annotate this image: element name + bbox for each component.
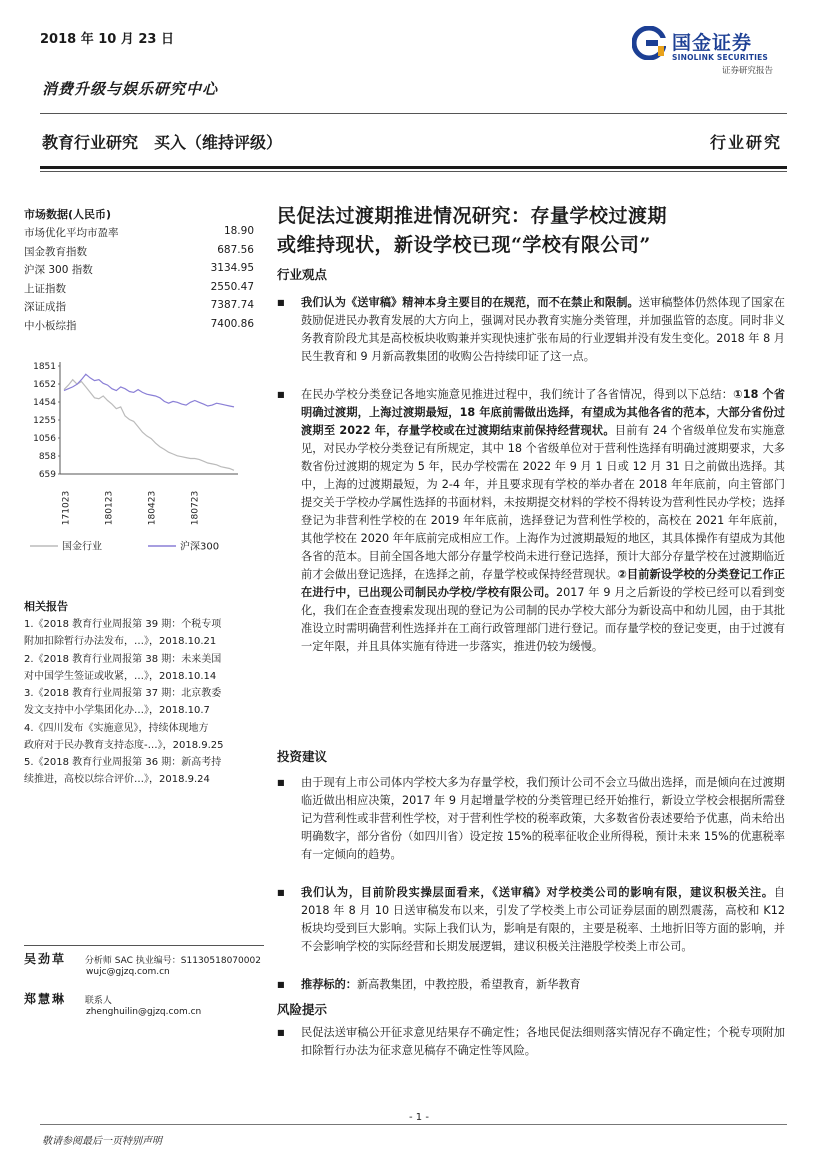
- p3-text: 由于现有上市公司体内学校大多为存量学校，我们预计公司不会立马做出选择，而是倾向在过渡期临近做出相应决策，2017 年 9 月起增量学校的分类管理已经开始推行，新设立学校会根据所需登记为营利性或非营利性学校，对于营利性学校的税率政策，大多数省份表述要给予优惠，尚未给出明确数字，部分省份（如四川省）设定按 15%的税率征收企业所得税，预计未来 15%的优惠税率有一定倾向的趋势。: [301, 776, 785, 861]
- market-label: 深证成指: [24, 301, 66, 313]
- related-report-line2: 政府对于民办教育支持态度-…》，2018.9.25: [24, 739, 224, 751]
- y-tick-label: 659: [38, 470, 56, 480]
- market-value: 3134.95: [210, 262, 254, 274]
- market-value: 7387.74: [210, 299, 254, 311]
- p4-bold: 我们认为，目前阶段实操层面看来，《送审稿》对学校类公司的影响有限，建议积极关注。: [301, 886, 774, 899]
- invest-paragraph-1: [277, 774, 785, 864]
- bullet-icon: ■: [277, 888, 285, 897]
- analyst-name: 吴劲草: [24, 952, 67, 966]
- related-report-item[interactable]: [24, 754, 272, 788]
- analyst-email[interactable]: wujc@gjzq.com.cn: [86, 967, 170, 977]
- y-tick-label: 1255: [33, 416, 56, 426]
- market-row: [24, 262, 254, 277]
- y-tick-label: 1056: [33, 434, 56, 444]
- report-title-line1: 民促法过渡期推进情况研究：存量学校过渡期: [277, 205, 668, 227]
- p2-intro: 在民办学校分类登记各地实施意见推进过程中，我们统计了各省情况，得到以下总结：: [301, 388, 734, 401]
- research-center: 消费升级与娱乐研究中心: [42, 80, 219, 98]
- market-row: [24, 318, 254, 333]
- disclaimer-note: 敬请参阅最后一页特别声明: [42, 1136, 162, 1147]
- index-line-chart: [20, 356, 252, 586]
- related-report-line1: 5.《2018 教育行业周报第 36 期：新高考持: [24, 757, 222, 768]
- logo-text-en: SINOLINK SECURITIES: [672, 53, 769, 62]
- industry-tag: 行业研究: [709, 133, 782, 152]
- bullet-icon: ■: [277, 980, 285, 989]
- market-value: 2550.47: [210, 280, 254, 293]
- analyst-divider: [24, 945, 264, 946]
- related-report-item[interactable]: [24, 651, 272, 685]
- p5-bold: 推荐标的：: [301, 978, 357, 991]
- analyst-block-2: [24, 990, 274, 1017]
- x-tick-label: 180723: [190, 490, 201, 526]
- market-data-title: 市场数据(人民币): [24, 208, 112, 221]
- p4-text: 自 2018 年 8 月 10 日送审稿发布以来，引发了学校类上市公司证券层面的剧烈震荡，高校和 K12 板块均受到巨大影响。实际上我们认为，影响是有限的，主要是税率、土地折旧等方面的影响，并不会影响学校的实际经营和长期发展逻辑，建议积极关注港股学校类上市公司。: [301, 886, 785, 953]
- analyst-role: 联系人: [84, 996, 112, 1006]
- header-thin-rule: [40, 171, 787, 172]
- analyst-email[interactable]: zhenghuilin@gjzq.com.cn: [86, 1007, 202, 1017]
- invest-paragraph-2: [277, 884, 785, 956]
- market-label: 国金教育指数: [24, 245, 87, 258]
- bullet-icon: ■: [277, 390, 285, 399]
- related-report-line2: 续推进，高校以综合评价…》，2018.9.24: [24, 774, 210, 785]
- p1-bold: 我们认为《送审稿》精神本身主要目的在规范，而不在禁止和限制。: [301, 296, 639, 309]
- related-report-line2: 对中国学生签证或收紧，…》，2018.10.14: [24, 670, 217, 682]
- p6-text: 民促法送审稿公开征求意见结果存不确定性；各地民促法细则落实情况存不确定性；个税专项附加扣除暂行办法为征求意见稿存不确定性等风险。: [301, 1026, 785, 1057]
- y-tick-label: 1454: [33, 398, 56, 408]
- bullet-icon: ■: [277, 1028, 285, 1037]
- industry-view-heading: 行业观点: [277, 267, 328, 282]
- related-reports-title: 相关报告: [24, 600, 68, 613]
- report-date: 2018 年 10 月 23 日: [40, 32, 174, 47]
- market-row: [24, 225, 254, 240]
- analyst-name: 郑慧琳: [24, 992, 67, 1006]
- market-label: 上证指数: [24, 282, 66, 295]
- p2-bold-1: ①18 个省明确过渡期，上海过渡期最短，18 年底前需做出选择，有望成为其他各省的范本，大部分省份过渡期至 2022 年，存量学校或在过渡期结束前保持经营现状。: [301, 388, 785, 437]
- legend-label: 沪深300: [180, 541, 220, 553]
- x-tick-label: 180423: [147, 490, 158, 526]
- related-report-line1: 3.《2018 教育行业周报第 37 期：北京教委: [24, 688, 222, 699]
- header-divider: [40, 113, 787, 114]
- series-line-1: [64, 374, 234, 407]
- p1-text: 送审稿整体仍然体现了国家在鼓励促进民办教育发展的大方向上，强调对民办教育实施分类管理，并加强监管的态度。同时非义务教育阶段尤其是高校板块收购兼并实现快速扩张布局的行业逻辑并没有发生变化。2018 年 8 月民生教育和 9 月新高教集团的收购公告持续印证了这一点。: [301, 296, 785, 363]
- related-report-item[interactable]: [24, 720, 272, 754]
- report-type-label: 证券研究报告: [722, 66, 774, 76]
- p2-text-2: 2017 年 9 月之后新设的学校已经可以看到变化，我们在企查查搜索发现出现的登记为公司制的民办学校大部分为新设高中和幼儿园，由于其批准设立时需明确营利性选择并在工商行政管理部门进行登记。而存量学校的登记变更，由于过渡有一定年限，并且具体实施有待进一步落实，推进仍较为缓慢。: [301, 586, 785, 653]
- recommend-paragraph: [277, 976, 785, 994]
- related-report-item[interactable]: [24, 685, 272, 719]
- p5-text: 新高教集团，中教控股，希望教育，新华教育: [356, 978, 581, 991]
- analyst-role: 分析师 SAC 执业编号：S1130518070002: [84, 956, 261, 966]
- market-row: [24, 281, 254, 296]
- report-title: [277, 202, 787, 260]
- risk-paragraph: [277, 1024, 785, 1060]
- market-label: 中小板综指: [24, 319, 77, 332]
- series-line-0: [64, 380, 234, 471]
- market-value: 687.56: [217, 243, 254, 256]
- y-tick-label: 1851: [33, 362, 56, 372]
- page-number: - 1 -: [405, 1112, 433, 1123]
- y-tick-label: 1652: [33, 380, 56, 390]
- market-value: 18.90: [223, 225, 254, 237]
- report-title-line2: 或维持现状，新设学校已现“学校有限公司”: [277, 234, 651, 256]
- y-tick-label: 858: [38, 452, 56, 462]
- x-tick-label: 171023: [61, 490, 72, 526]
- footer-rule: [40, 1124, 787, 1125]
- x-tick-label: 180123: [104, 490, 115, 526]
- market-label: 沪深 300 指数: [24, 264, 93, 276]
- market-row: [24, 299, 254, 314]
- view-paragraph-2: [277, 386, 785, 656]
- market-value: 7400.86: [210, 317, 254, 330]
- p2-bold-2: ②目前新设学校的分类登记工作正在进行中，已出现公司制民办学校/学校有限公司。: [301, 568, 785, 599]
- header-thick-rule: [40, 166, 787, 169]
- logo-text-cn: 国金证券: [672, 32, 753, 54]
- view-paragraph-1: [277, 294, 785, 366]
- bullet-icon: ■: [277, 778, 285, 787]
- related-report-line1: 4.《四川发布《实施意见》，持续体现地方: [24, 722, 209, 734]
- related-report-line2: 发文支持中小学集团化办…》，2018.10.7: [24, 705, 210, 716]
- related-report-line1: 1.《2018 教育行业周报第 39 期：个税专项: [24, 619, 222, 630]
- sinolink-logo-icon: [632, 26, 666, 60]
- related-report-line2: 附加扣除暂行办法发布，…》，2018.10.21: [24, 636, 217, 647]
- investment-heading: 投资建议: [277, 749, 328, 764]
- p2-text-1: 目前有 24 个省级单位发布实施意见，对民办学校分类登记有所规定，其中 18 个省级单位对于营利性选择有明确过渡期要求，大多数省份过渡期的规定为 5 年，民办学校需在 2022 年 9 月 1 日或 12 月 31 日之前做出选择。其中，上海的过渡期最短，为 2-4 年，并且要求现有学校的举办者在 2018 年年底前，向主管部门提交关于学校办学属性选择的书面材料，未按期提交材料的学校不得转设为营利性民办学校；选择登记为非营利性学校的在 2019 年年底前，选择登记为营利性学校的，高校在 2021 年年底前，其他学校在 2020 年年底前完成相应工作。上海作为过渡期最短的地区，其具体操作有望成为其他各省的范本。目前全国各地大部分存量学校尚未进行登记选择，预计大部分存量学校在过渡期临近前才会做出登记选择，在选择之前，存量学校或保持经营现状。: [301, 424, 785, 581]
- risk-heading: 风险提示: [277, 1002, 328, 1017]
- rating-line: 教育行业研究 买入（维持评级）: [42, 133, 283, 152]
- related-report-line1: 2.《2018 教育行业周报第 38 期：未来美国: [24, 653, 222, 665]
- bullet-icon: ■: [277, 298, 285, 307]
- market-label: 市场优化平均市盈率: [24, 227, 119, 239]
- analyst-block-1: [24, 950, 274, 977]
- legend-label: 国金行业: [62, 541, 102, 553]
- related-report-item[interactable]: [24, 616, 272, 650]
- market-row: [24, 244, 254, 259]
